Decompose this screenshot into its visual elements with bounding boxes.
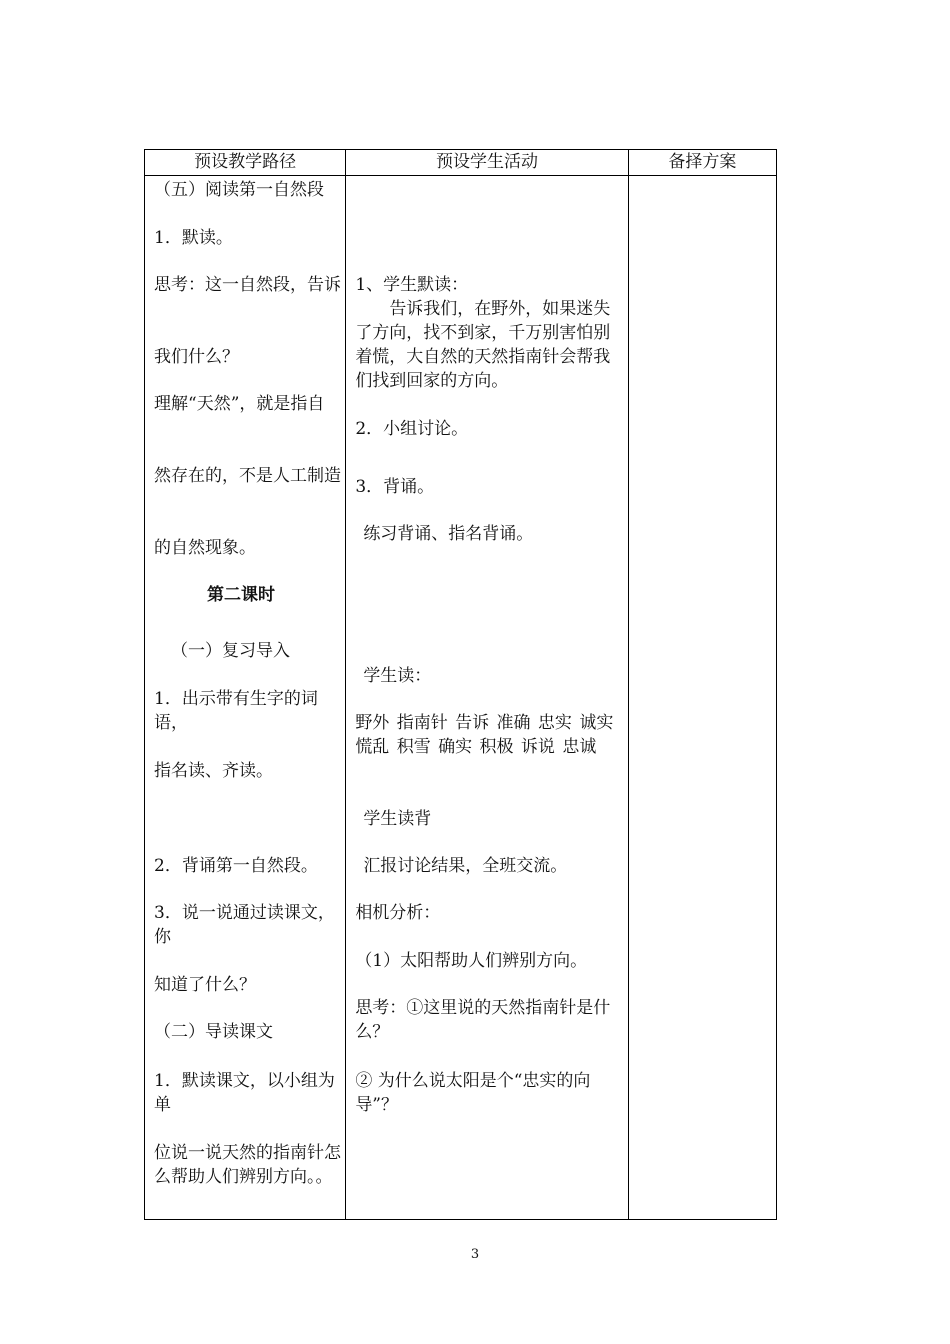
step-talk-line2: 知道了什么？ [154, 975, 256, 995]
teaching-path-cell [145, 176, 346, 1220]
second-lesson-title: 第二课时 [207, 585, 275, 605]
explain-natural-line2: 然存在的，不是人工制造 [154, 466, 341, 486]
think-question-line2: 我们什么？ [154, 347, 239, 367]
activity-students-read: 学生读： [363, 666, 432, 686]
header-student-activity: 预设学生活动 [346, 150, 628, 176]
table-body-row [145, 176, 777, 1220]
step-silent-read: 1．默读。 [154, 228, 233, 248]
activity-recite: 3．背诵。 [355, 477, 435, 497]
header-alternative-plan: 备择方案 [628, 150, 776, 176]
step-show-words: 1．出示带有生字的词语， [154, 689, 318, 733]
step-talk-line1: 3．说一说通过读课文，你 [154, 903, 335, 947]
explain-natural-line3: 的自然现象。 [154, 538, 256, 558]
activity-group-discuss: 2．小组讨论。 [355, 419, 469, 439]
student-activity-cell [346, 176, 628, 1220]
activity-sun-guide-question: ② 为什么说太阳是个“忠实的向导”？ [355, 1071, 591, 1115]
activity-silent-read: 1、学生默读： [355, 275, 469, 295]
activity-word-list: 野外 指南针 告诉 准确 忠实 诚实 慌乱 积雪 确实 积极 诉说 忠诚 [355, 713, 614, 757]
explain-natural-line1: 理解“天然”，就是指自 [154, 394, 325, 414]
step-group-read-line1: 1．默读课文，以小组为单 [154, 1071, 335, 1115]
think-question-line1: 思考：这一自然段，告诉 [154, 275, 341, 295]
header-teaching-path: 预设教学路径 [145, 150, 346, 176]
review-intro-heading: （一）复习导入 [171, 641, 290, 661]
step-read-aloud: 指名读、齐读。 [154, 761, 273, 781]
alternative-plan-cell [628, 176, 776, 1220]
activity-read-recite: 学生读背 [363, 809, 432, 829]
activity-sun-direction: （1）太阳帮助人们辨别方向。 [355, 951, 588, 971]
table-header-row [145, 150, 777, 176]
step-group-read-line2: 位说一说天然的指南针怎么帮助人们辨别方向。。 [154, 1143, 341, 1187]
activity-report-discussion: 汇报讨论结果，全班交流。 [363, 856, 568, 876]
lesson-plan-table [144, 149, 777, 1220]
step-recite: 2．背诵第一自然段。 [154, 856, 318, 876]
activity-practice-recite: 练习背诵、指名背诵。 [363, 524, 534, 544]
activity-think-compass: 思考：①这里说的天然指南针是什么？ [355, 998, 611, 1042]
page-number: 3 [470, 1247, 480, 1262]
section-five-heading: （五）阅读第一自然段 [154, 180, 324, 200]
guided-reading-heading: （二）导读课文 [154, 1022, 273, 1042]
activity-analysis-label: 相机分析： [355, 903, 441, 923]
activity-read-answer: 告诉我们，在野外，如果迷失了方向，找不到家，千万别害怕别着慌，大自然的天然指南针会帮我们找到回家的方向。 [355, 299, 611, 391]
